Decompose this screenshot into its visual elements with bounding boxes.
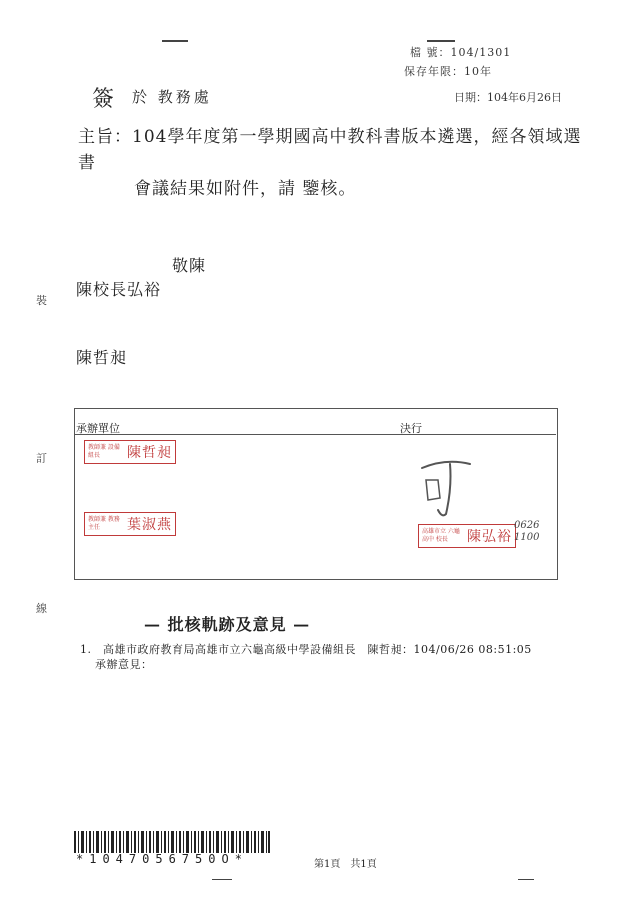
principal-name: 陳校長弘裕 <box>76 280 162 299</box>
document-type: 簽 <box>92 87 117 112</box>
stamp-name: 陳哲昶 <box>127 445 172 461</box>
handwritten-note-1: 0626 <box>514 520 540 531</box>
date-label: 日期： <box>454 91 487 104</box>
retention-label: 保存年限： <box>404 65 464 78</box>
tracking-comment-label: 承辦意見： <box>95 658 153 671</box>
stamp-title: 教師兼 設備組長 <box>88 444 120 459</box>
respect-phrase: 敬陳 <box>172 256 207 275</box>
signer-name: 陳哲昶 <box>76 348 128 367</box>
retention-period <box>404 63 492 79</box>
decision-header: 決行 <box>400 422 422 435</box>
to-unit: 於 教務處 <box>132 88 212 106</box>
file-number <box>410 44 511 60</box>
stamp-director <box>84 512 176 536</box>
binding-mark-2: 訂 <box>36 452 47 465</box>
handwritten-note <box>514 520 539 544</box>
binding-mark-1: 裝 <box>36 294 47 307</box>
handling-unit-header: 承辦單位 <box>76 422 120 435</box>
stamp-title: 高雄市立 六龜高中 校長 <box>422 528 460 543</box>
document-date <box>454 89 562 105</box>
binding-mark-3: 線 <box>36 602 47 615</box>
subject <box>78 124 598 202</box>
barcode-number: *1047056750O* <box>76 852 248 866</box>
scan-mark <box>427 40 455 42</box>
subject-line-2: 會議結果如附件，請 鑒核。 <box>134 179 357 199</box>
subject-line-1: 主旨：104學年度第一學期國高中教科書版本遴選，經各領域選書 <box>78 127 582 173</box>
tracking-entry: 1. 高雄市政府教育局高雄市立六龜高級中學設備組長 陳哲昶：104/06/26 08:51:05 <box>80 643 532 656</box>
stamp-principal <box>418 524 516 548</box>
stamp-name: 葉淑燕 <box>127 517 172 533</box>
approval-handwriting-icon <box>416 452 478 522</box>
scan-mark <box>518 879 534 880</box>
stamp-title: 教師兼 教務主任 <box>88 516 120 531</box>
date-value: 104年6月26日 <box>487 91 562 104</box>
scan-mark <box>162 40 188 42</box>
stamp-name: 陳弘裕 <box>467 529 512 545</box>
retention-value: 10年 <box>464 65 492 78</box>
tracking-title: — 批核軌跡及意見 — <box>144 615 311 634</box>
stamp-section-chief <box>84 440 176 464</box>
file-number-label: 檔 號： <box>410 46 451 59</box>
approval-box-header <box>74 418 556 435</box>
file-number-value: 104/1301 <box>450 46 512 59</box>
handwritten-note-2: 1100 <box>514 532 540 543</box>
page-number: 第1頁 共1頁 <box>314 859 377 870</box>
scan-mark <box>212 879 232 880</box>
barcode <box>74 831 270 853</box>
